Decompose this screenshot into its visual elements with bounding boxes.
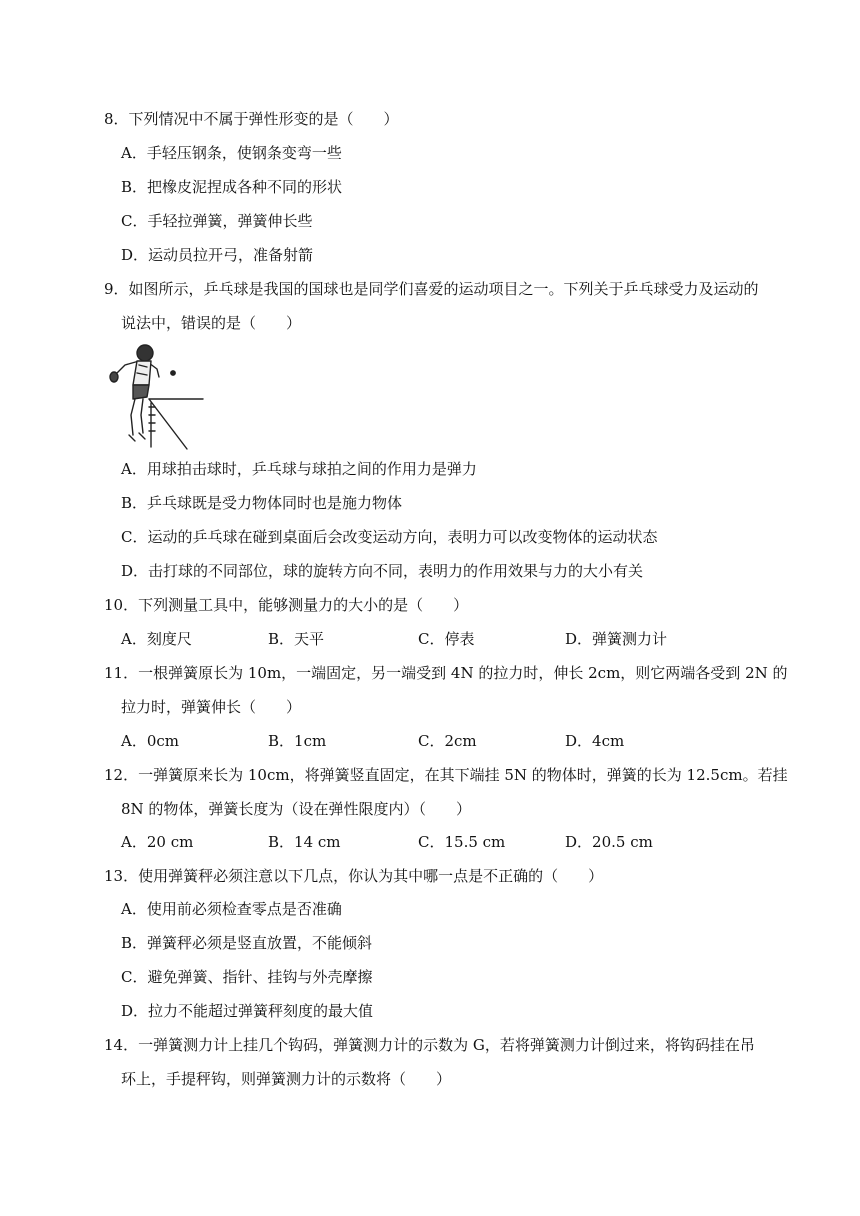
question-11-stem-line1: 11．一根弹簧原长为 10m，一端固定，另一端受到 4N 的拉力时，伸长 2cm，则它两端各受到 2N 的: [104, 664, 788, 682]
question-13-option-d: D．拉力不能超过弹簧秤刻度的最大值: [121, 1002, 374, 1020]
question-12-option-a: A．20 cm: [121, 833, 194, 851]
question-14-stem-line1: 14．一弹簧测力计上挂几个钩码，弹簧测力计的示数为 G，若将弹簧测力计倒过来，将钩码挂在吊: [104, 1036, 755, 1054]
question-13-option-b: B．弹簧秤必须是竖直放置，不能倾斜: [121, 934, 373, 952]
question-10-options-row: [0, 629, 860, 649]
question-14-stem-line2: 环上，手提秤钩，则弹簧测力计的示数将（ ）: [121, 1070, 452, 1088]
question-11-stem-line2: 拉力时，弹簧伸长（ ）: [121, 698, 302, 716]
question-8-option-a: A．手轻压钢条，使钢条变弯一些: [121, 144, 342, 162]
question-9-stem-line2: 说法中，错误的是（ ）: [121, 314, 302, 332]
question-8-option-d: D．运动员拉开弓，准备射箭: [121, 246, 314, 264]
question-8-stem: 8．下列情况中不属于弹性形变的是（ ）: [104, 110, 399, 128]
question-11-option-a: A．0cm: [121, 732, 180, 750]
question-10-option-a: A．刻度尺: [121, 630, 192, 648]
question-9-stem-line1: 9．如图所示，乒乓球是我国的国球也是同学们喜爱的运动项目之一。下列关于乒乓球受力及运动的: [104, 280, 759, 298]
question-11-option-d: D．4cm: [565, 732, 625, 750]
question-13-option-c: C．避免弹簧、指针、挂钩与外壳摩擦: [121, 968, 373, 986]
question-10-option-c: C．停表: [418, 630, 475, 648]
question-8-option-c: C．手轻拉弹簧，弹簧伸长些: [121, 212, 313, 230]
question-12-option-b: B．14 cm: [268, 833, 341, 851]
question-11-option-b: B．1cm: [268, 732, 327, 750]
question-10-stem: 10．下列测量工具中，能够测量力的大小的是（ ）: [104, 596, 469, 614]
question-10-option-b: B．天平: [268, 630, 325, 648]
question-13-stem: 13．使用弹簧秤必须注意以下几点，你认为其中哪一点是不正确的（ ）: [104, 867, 604, 885]
question-12-options-row: [0, 832, 860, 852]
question-9-option-b: B．乒乓球既是受力物体同时也是施力物体: [121, 494, 403, 512]
question-9-option-a: A．用球拍击球时，乒乓球与球拍之间的作用力是弹力: [121, 460, 477, 478]
question-10-option-d: D．弹簧测力计: [565, 630, 668, 648]
question-9-option-c: C．运动的乒乓球在碰到桌面后会改变运动方向，表明力可以改变物体的运动状态: [121, 528, 658, 546]
question-8-option-b: B．把橡皮泥捏成各种不同的形状: [121, 178, 343, 196]
question-12-stem-line2: 8N 的物体，弹簧长度为（设在弹性限度内）（ ）: [121, 800, 471, 818]
question-11-option-c: C．2cm: [418, 732, 477, 750]
question-13-option-a: A．使用前必须检查零点是否准确: [121, 900, 342, 918]
question-12-option-d: D．20.5 cm: [565, 833, 653, 851]
question-9-option-d: D．击打球的不同部位，球的旋转方向不同，表明力的作用效果与力的大小有关: [121, 562, 644, 580]
question-12-option-c: C．15.5 cm: [418, 833, 506, 851]
question-11-options-row: [0, 731, 860, 751]
table-tennis-player-figure: [103, 343, 205, 451]
question-12-stem-line1: 12．一弹簧原来长为 10cm，将弹簧竖直固定，在其下端挂 5N 的物体时，弹簧的长为 12.5cm。若挂: [104, 766, 788, 784]
